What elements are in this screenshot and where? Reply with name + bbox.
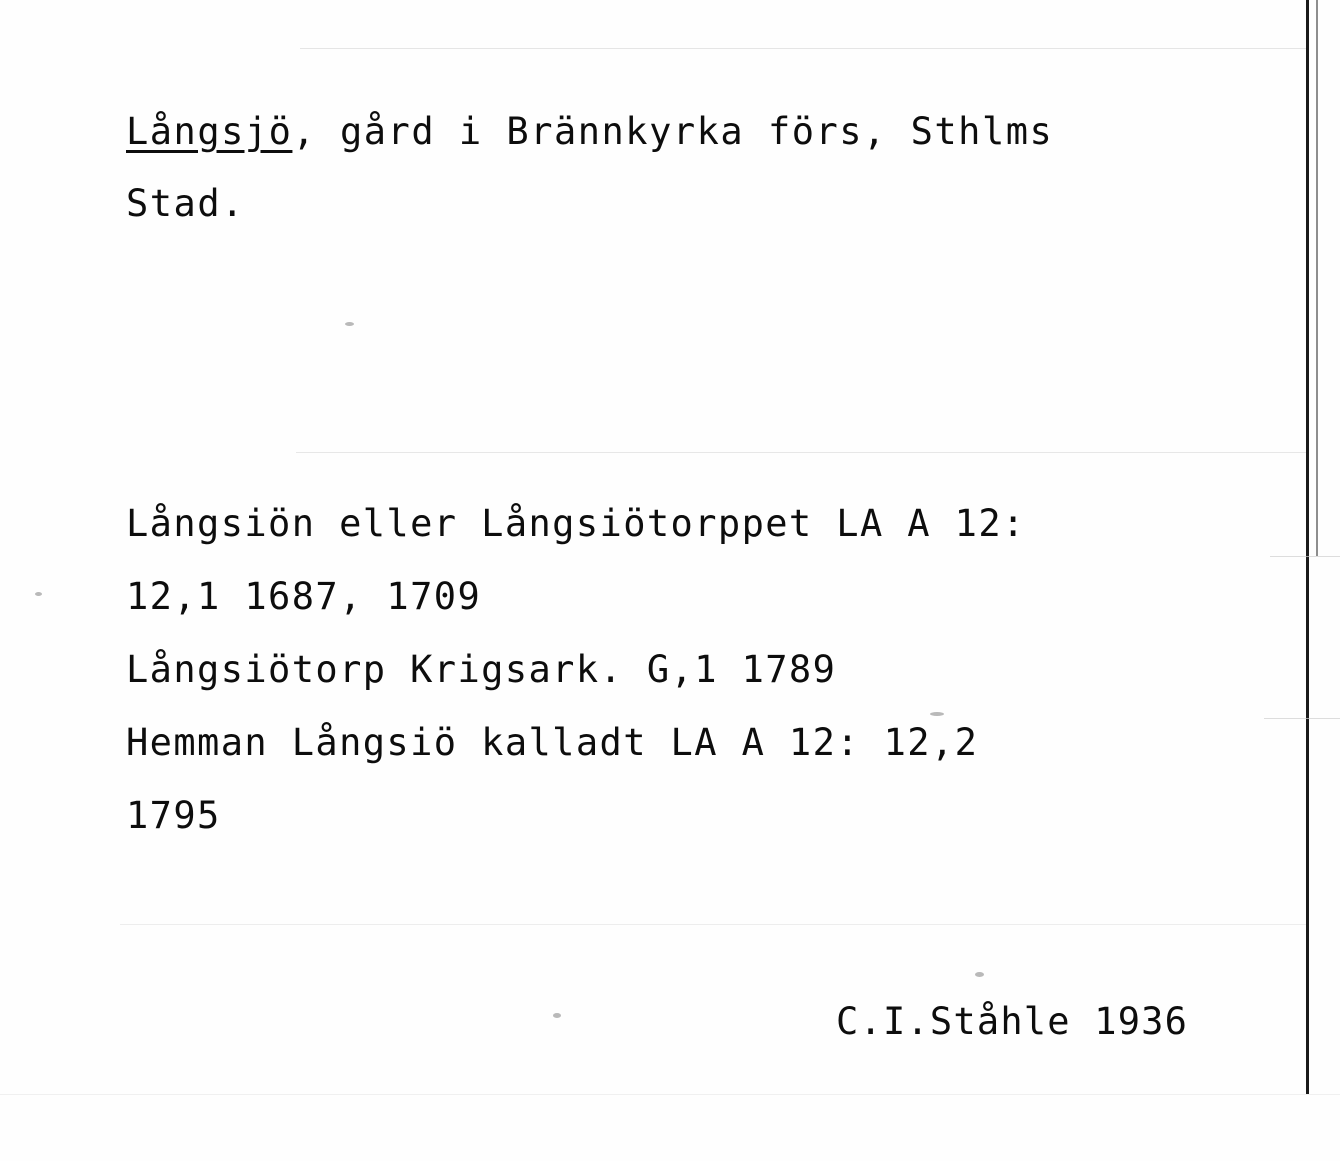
entry-line: 1795: [126, 794, 221, 837]
card-right-edge-line-faint: [1316, 0, 1318, 556]
scan-speck: [553, 1013, 561, 1018]
card-headline: [126, 96, 1053, 168]
scan-hairline: [0, 1094, 1340, 1095]
headline-rest: , gård i Brännkyrka förs, Sthlms: [292, 110, 1054, 153]
scan-hairline: [296, 452, 1306, 453]
entry-line: Långsiön eller Långsiötorppet LA A 12:: [126, 502, 1026, 545]
card-signature: C.I.Ståhle 1936: [836, 1000, 1189, 1043]
headline-line-2: Stad.: [126, 182, 245, 225]
scan-speck: [35, 592, 42, 596]
scan-speck: [345, 322, 354, 326]
scan-hairline: [1264, 718, 1340, 719]
entry-line: 12,1 1687, 1709: [126, 575, 482, 618]
entry-line: Långsiötorp Krigsark. G,1 1789: [126, 648, 837, 691]
scan-speck: [975, 972, 984, 977]
card-entries: [126, 487, 1026, 852]
scan-hairline: [1270, 556, 1340, 557]
scan-hairline: [300, 48, 1306, 49]
scan-hairline: [120, 924, 1306, 925]
card-right-edge-line: [1306, 0, 1309, 1094]
headword: Långsjö: [126, 110, 293, 153]
entry-line: Hemman Långsiö kalladt LA A 12: 12,2: [126, 721, 979, 764]
